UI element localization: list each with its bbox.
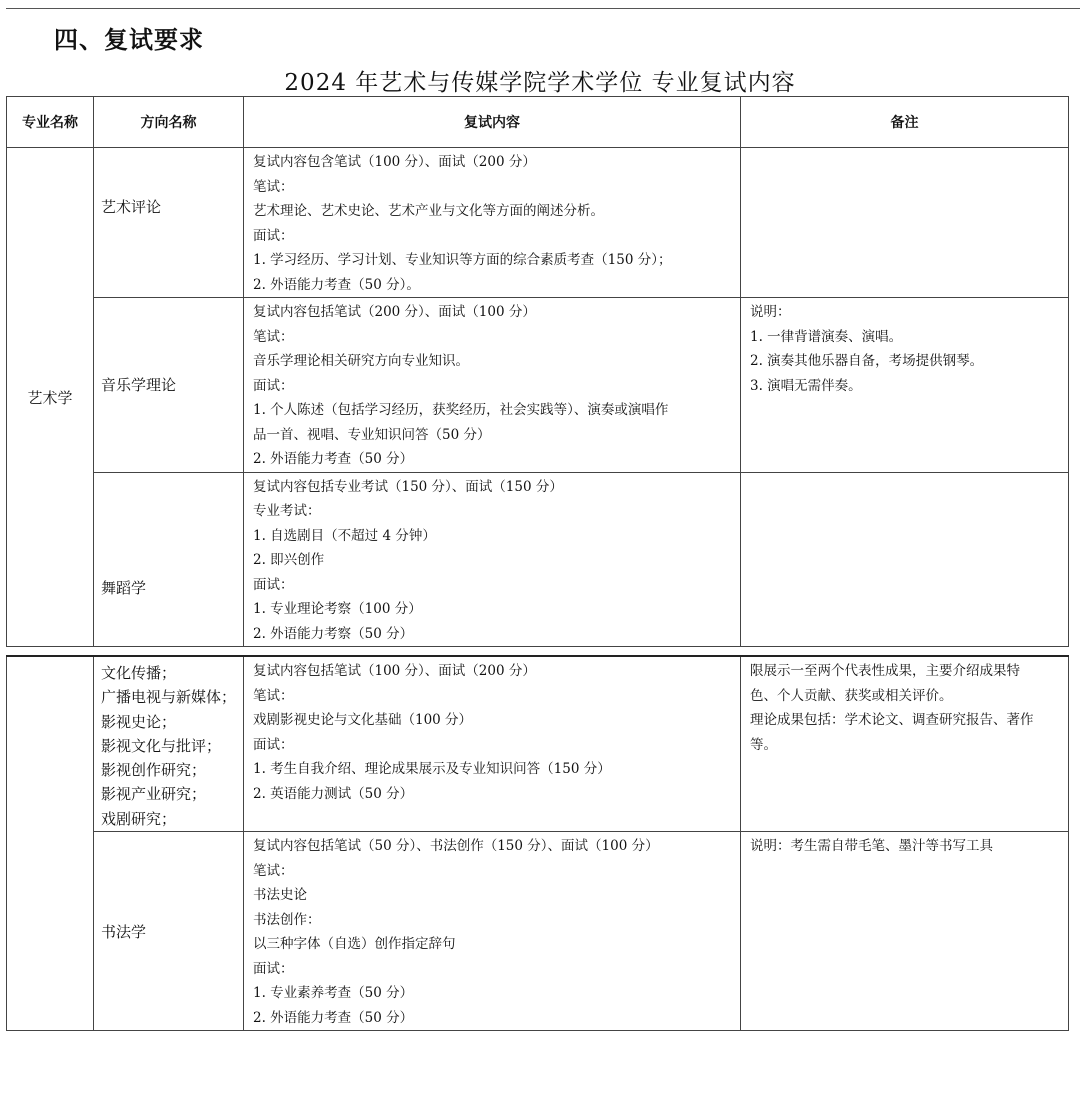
direction-name: [94, 832, 244, 1031]
content-line: 戏剧影视史论与文化基础（100 分）: [253, 712, 473, 728]
content-line: 面试：: [253, 377, 294, 394]
notes-cell: [741, 832, 1069, 1031]
content-line: 1. 自选剧目（不超过 4 分钟）: [253, 527, 436, 544]
note-line: 限展示一至两个代表性成果，主要介绍成果特: [750, 663, 1020, 679]
notes-cell: [741, 298, 1069, 473]
table-row: [7, 148, 1069, 298]
content-line: 2. 外语能力考查（50 分）: [253, 1009, 414, 1026]
direction-label: 书法学: [101, 922, 147, 941]
notes-cell: [741, 472, 1069, 647]
note-line: 色、个人贡献、获奖或相关评价。: [750, 687, 953, 704]
content-line: 2. 即兴创作: [253, 552, 325, 568]
retest-content: [244, 656, 741, 832]
major-name: 艺术学: [7, 148, 94, 647]
retest-content: [244, 148, 741, 298]
retest-table-art: [6, 96, 1069, 647]
major-name: [7, 656, 94, 1031]
section-heading: 四、复试要求: [54, 26, 204, 54]
direction-name: [94, 656, 244, 832]
content-line: 1. 专业理论考察（100 分）: [253, 601, 422, 617]
note-line: 1. 一律背谱演奏、演唱。: [750, 328, 903, 345]
note-line: 2. 演奏其他乐器自备，考场提供钢琴。: [750, 353, 984, 369]
content-line: 艺术理论、艺术史论、艺术产业与文化等方面的阐述分析。: [253, 203, 604, 219]
table-row: [7, 832, 1069, 1031]
content-line: 笔试：: [253, 862, 294, 879]
direction-name: [94, 472, 244, 647]
note-line: 理论成果包括：学术论文、调查研究报告、著作: [750, 712, 1034, 728]
content-line: 以三种字体（自选）创作指定辞句: [253, 936, 456, 953]
header-notes: 备注: [741, 97, 1069, 148]
retest-content: [244, 298, 741, 473]
retest-content: [244, 832, 741, 1031]
content-line: 面试：: [253, 576, 294, 593]
content-line: 1. 学习经历、学习计划、专业知识等方面的综合素质考查（150 分）；: [253, 252, 672, 268]
content-line: 面试：: [253, 227, 294, 244]
content-line: 面试：: [253, 736, 294, 753]
note-line: 说明：考生需自带毛笔、墨汁等书写工具: [750, 838, 993, 855]
direction-label: 戏剧研究；: [101, 809, 177, 828]
direction-label: 影视史论；: [101, 712, 177, 731]
content-line: 笔试：: [253, 687, 294, 704]
content-line: 笔试：: [253, 178, 294, 195]
content-line: 2. 外语能力考察（50 分）: [253, 625, 414, 642]
content-line: 品一首、视唱、专业知识问答（50 分）: [253, 426, 491, 443]
direction-label: 广播电视与新媒体；: [101, 688, 237, 707]
header-direction: 方向名称: [94, 97, 244, 148]
direction-name: [94, 298, 244, 473]
direction-label: 舞蹈学: [101, 578, 147, 597]
direction-label: 艺术评论: [101, 198, 162, 216]
note-line: 等。: [750, 736, 777, 753]
retest-content: [244, 472, 741, 647]
content-line: 复试内容包括笔试（100 分）、面试（200 分）: [253, 663, 536, 679]
content-line: 1. 考生自我介绍、理论成果展示及专业知识问答（150 分）: [253, 761, 611, 777]
content-line: 音乐学理论相关研究方向专业知识。: [253, 353, 469, 369]
content-line: 书法创作：: [253, 911, 321, 928]
notes-cell: [741, 148, 1069, 298]
content-line: 复试内容包括笔试（50 分）、书法创作（150 分）、面试（100 分）: [253, 838, 659, 855]
content-line: 书法史论: [253, 887, 307, 904]
note-line: 说明：: [750, 304, 791, 320]
table-row: [7, 472, 1069, 647]
content-line: 1. 专业素养考查（50 分）: [253, 985, 414, 1002]
content-line: 专业考试：: [253, 503, 321, 519]
table-row: [7, 656, 1069, 832]
table-row: [7, 298, 1069, 473]
content-line: 笔试：: [253, 328, 294, 345]
document-title: 2024 年艺术与传媒学院学术学位 专业复试内容: [284, 70, 796, 96]
content-line: 1. 个人陈述（包括学习经历，获奖经历，社会实践等）、演奏或演唱作: [253, 402, 669, 418]
direction-name: [94, 148, 244, 298]
retest-table-media: [6, 655, 1069, 1031]
header-major: 专业名称: [7, 97, 94, 148]
direction-label: 影视创作研究；: [101, 761, 207, 780]
direction-label: 文化传播；: [101, 664, 177, 682]
table-header-row: [7, 97, 1069, 148]
note-line: 3. 演唱无需伴奏。: [750, 377, 862, 394]
content-line: 面试：: [253, 960, 294, 977]
content-line: 2. 外语能力考查（50 分）。: [253, 276, 420, 293]
content-line: 2. 英语能力测试（50 分）: [253, 785, 414, 802]
header-content: 复试内容: [244, 97, 741, 148]
notes-cell: [741, 656, 1069, 832]
direction-label: 音乐学理论: [101, 376, 177, 395]
content-line: 2. 外语能力考查（50 分）: [253, 451, 414, 467]
top-rule: [6, 8, 1080, 9]
content-line: 复试内容包括专业考试（150 分）、面试（150 分）: [253, 478, 563, 495]
direction-label: 影视产业研究；: [101, 785, 207, 804]
content-line: 复试内容包含笔试（100 分）、面试（200 分）: [253, 154, 536, 170]
content-line: 复试内容包括笔试（200 分）、面试（100 分）: [253, 304, 536, 320]
direction-label: 影视文化与批评；: [101, 736, 222, 755]
